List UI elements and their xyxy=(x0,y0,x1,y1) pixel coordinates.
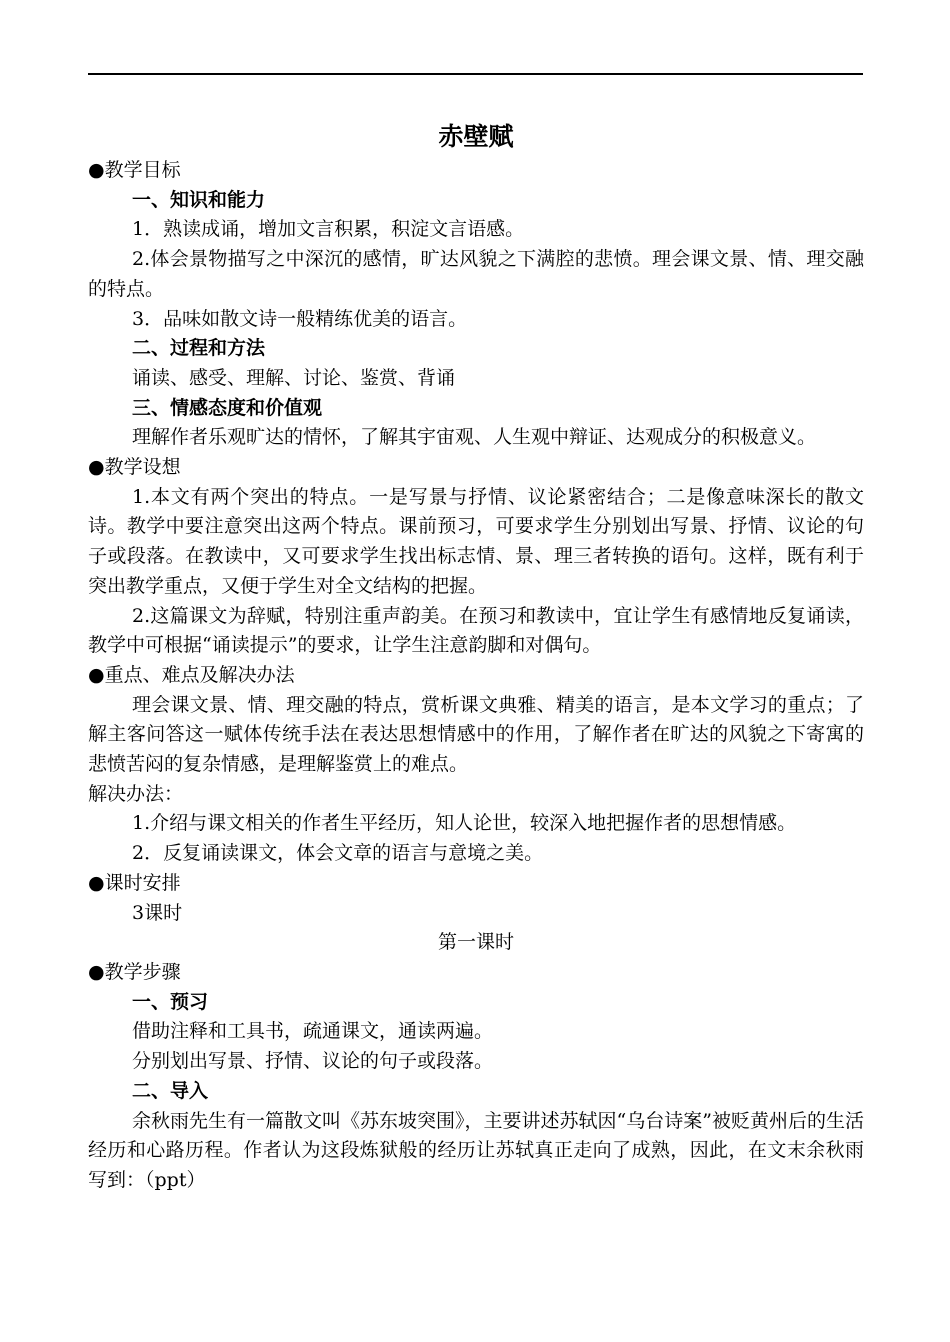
body-paragraph: 理会课文景、情、理交融的特点，赏析课文典雅、精美的语言，是本文学习的重点；了解主客问答这一赋体传统手法在表达思想情感中的作用，了解作者在旷达的风貌之下寄寓的悲愤苦闷的复杂情感，是理解鉴赏上的难点。 xyxy=(88,693,864,776)
body-paragraph: 分别划出写景、抒情、议论的句子或段落。 xyxy=(132,1050,494,1073)
body-paragraph: 2.这篇课文为辞赋，特别注重声韵美。在预习和教读中，宜让学生有感情地反复诵读，教学中可根据“诵读提示”的要求，让学生注意韵脚和对偶句。 xyxy=(88,604,864,657)
body-paragraph: 2．反复诵读课文，体会文章的语言与意境之美。 xyxy=(132,842,544,865)
body-paragraph: 1.本文有两个突出的特点。一是写景与抒情、议论紧密结合；二是像意味深长的散文诗。教学中要注意突出这两个特点。课前预习，可要求学生分别划出写景、抒情、议论的句子或段落。在教读中，又可要求学生找出标志情、景、理三者转换的语句。这样，既有利于突出教学重点，又便于学生对全文结构的把握。 xyxy=(88,485,864,597)
section-label: ●教学步骤 xyxy=(88,960,181,983)
section-heading: 二、导入 xyxy=(132,1079,209,1102)
section-heading: 一、预习 xyxy=(132,990,209,1013)
section-heading: 三、情感态度和价值观 xyxy=(132,396,323,419)
section-label: ●教学目标 xyxy=(88,159,181,181)
body-paragraph: 借助注释和工具书，疏通课文，通读两遍。 xyxy=(132,1020,494,1043)
body-paragraph: 1.介绍与课文相关的作者生平经历，知人论世，较深入地把握作者的思想情感。 xyxy=(132,812,797,835)
section-heading: 一、知识和能力 xyxy=(132,188,266,211)
paragraph-list xyxy=(88,156,864,1196)
section-label: 解决办法： xyxy=(88,782,184,805)
body-paragraph: 3．品味如散文诗一般精练优美的语言。 xyxy=(132,307,468,330)
body-paragraph: 2.体会景物描写之中深沉的感情，旷达风貌之下满腔的悲愤。理会课文景、情、理交融的特点。 xyxy=(88,248,864,300)
section-label: ●课时安排 xyxy=(88,871,181,894)
section-label: ●教学设想 xyxy=(88,456,181,479)
lesson-heading: 第一课时 xyxy=(437,931,514,954)
section-heading: 二、过程和方法 xyxy=(132,337,266,360)
document-title: 赤壁赋 xyxy=(438,122,514,151)
body-paragraph: 余秋雨先生有一篇散文叫《苏东坡突围》，主要讲述苏轼因“乌台诗案”被贬黄州后的生活经历和心路历程。作者认为这段炼狱般的经历让苏轼真正走向了成熟，因此，在文末余秋雨写到：（ppt） xyxy=(88,1109,864,1191)
section-label: ●重点、难点及解决办法 xyxy=(88,663,295,686)
document-body xyxy=(88,118,864,1196)
body-paragraph: 理解作者乐观旷达的情怀，了解其宇宙观、人生观中辩证、达观成分的积极意义。 xyxy=(132,426,817,449)
body-paragraph: 诵读、感受、理解、讨论、鉴赏、背诵 xyxy=(132,366,456,389)
body-paragraph: 1．熟读成诵，增加文言积累，积淀文言语感。 xyxy=(132,218,525,241)
body-paragraph: 3课时 xyxy=(132,901,183,924)
header-rule xyxy=(88,73,863,75)
